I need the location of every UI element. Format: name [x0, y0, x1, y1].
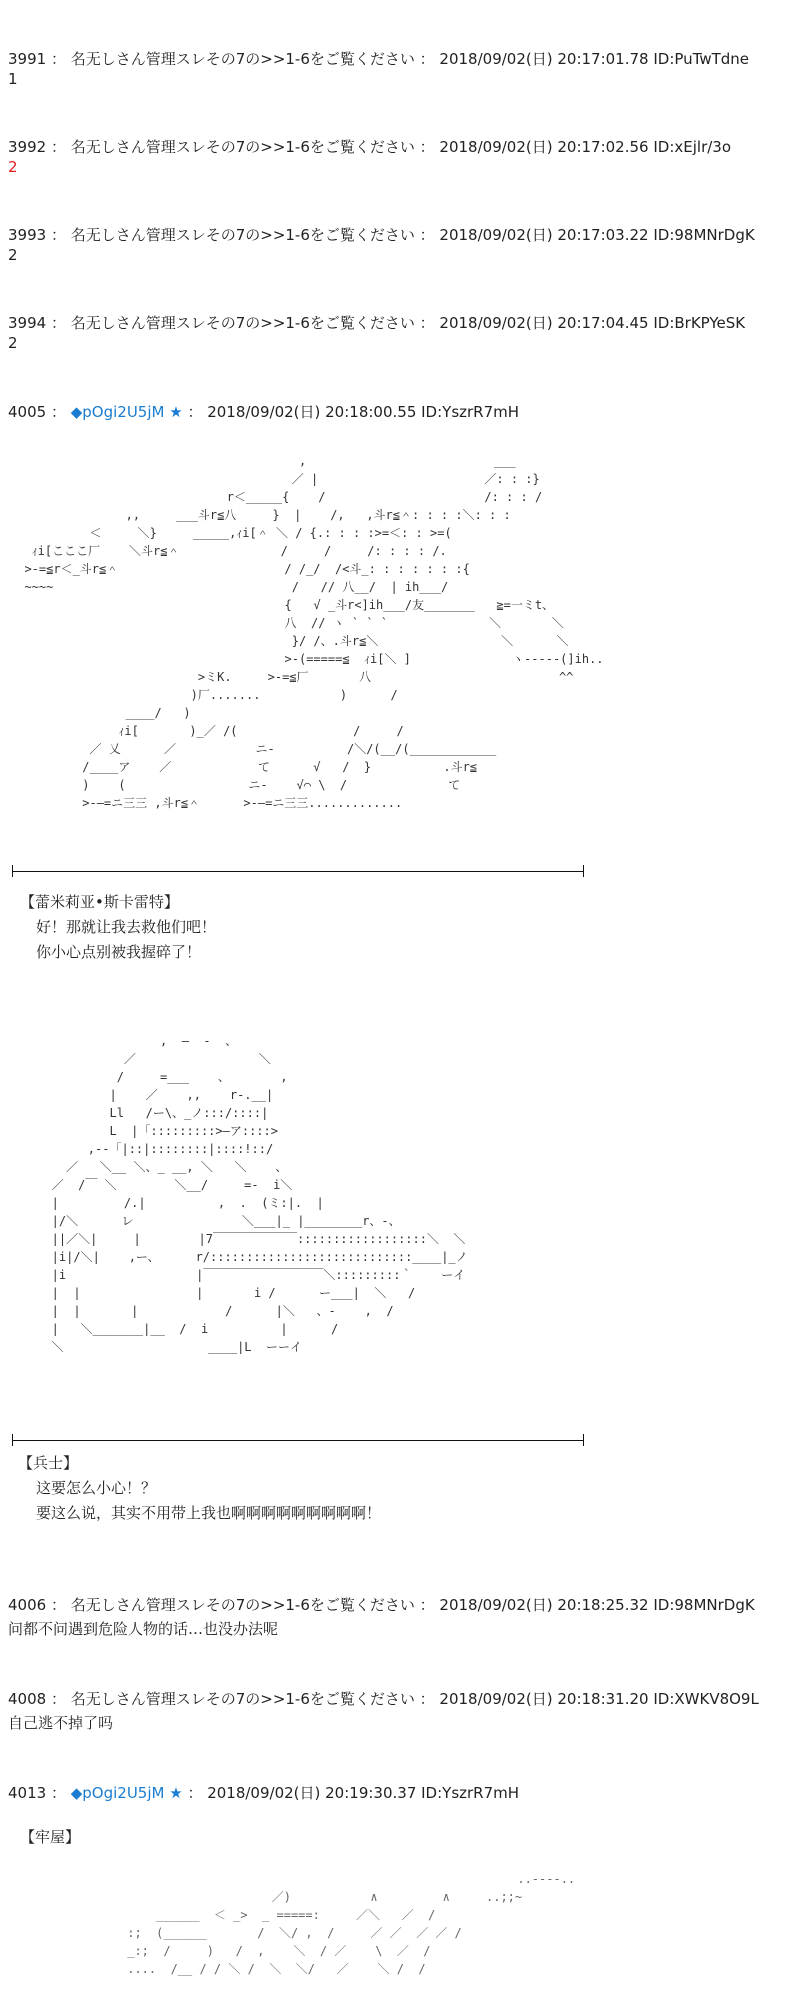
post-header [8, 401, 519, 422]
post-header: 4006 ： 名无しさん管理スレその7の>>1-6をご覧ください ： 2018/09/02(日) 20:18:25.32 ID:98MNrDgK [8, 1596, 755, 1614]
separator-line [12, 1440, 584, 1441]
post-meta: ： 2018/09/02(日) 20:19:30.37 ID:YszrR7mH [182, 1784, 520, 1802]
separator-tick [12, 1434, 13, 1446]
location-label: 【牢屋】 [20, 1828, 81, 1846]
post-body: 问都不问遇到危险人物的话…也没办法呢 [8, 1620, 279, 1638]
tripcode-link[interactable]: ◆pOgi2U5jM ★ [70, 403, 183, 421]
ascii-art-soldier: , ― - 、 ／ ＼ / =___ 、 , | ／ ,, r-.__| Ll /ー\、_ノ:::/::::| L |「:::::::::>―ア::::> ,--「|::|::::::::|::::!::/ ／ ＼__ ＼、_ __, ＼ ＼ 、 ／ /￣ ＼ ＼__/ =- i＼ | /.| , . (ミ:|. | |/＼ レ ＼___|_ |________r、-、 ||／＼| | |7￣￣￣￣￣￣￣::::::::::::::::::＼ ＼ |i|/＼| ,ー、 r/::::::::::::::::::::::::::::____|_ノ |i |￣￣￣￣￣￣￣￣￣￣＼:::::::::｀ ーイ | | | i / ー___| ＼ / | | | / |＼ 、- , / | ＼_______|__ / i | / ＼ ____|L ーーイ [51, 1034, 468, 1354]
dialogue-line: 你小心点别被我握碎了！ [36, 943, 202, 961]
separator-tick [12, 865, 13, 877]
tripcode-link[interactable]: ◆pOgi2U5jM ★ [70, 1784, 183, 1802]
post-body: 1 [8, 70, 18, 88]
speaker-label: 【兵士】 [18, 1454, 79, 1472]
dialogue-line: 好！那就让我去救他们吧！ [36, 918, 217, 936]
post-header: 3993 ： 名无しさん管理スレその7の>>1-6をご覧ください ： 2018/09/02(日) 20:17:03.22 ID:98MNrDgK [8, 226, 755, 244]
post-header [8, 1782, 519, 1803]
post-body: 自己逃不掉了吗 [8, 1714, 114, 1732]
ascii-art-remilia: , ___ ／ | ／: : :} r＜_____{ / /: : : / ,, ___斗r≦八 } | /, ,斗r≦＾: : : :＼: : : ＜ ＼} _____,ｨi[＾ ＼ / {.: : : :>=＜: : >=( ｨi[こここ厂 ＼斗r≦＾ / / /: : : : /. >-=≦r＜_斗r≦＾ / /_/ /<斗_: : : : : : :{ ~~~~ / // 八__/ | ih___/ { √ _斗r<]ih___/友_______ ≧=一ミt、 八 // ヽ ` ` ` ＼ ＼ }/ /、.斗r≦＼ ＼ ＼ >-(=====≦ ｨi[＼ ] ヽ-----(]ih.. >ミK. >-=≦厂 八 ^^ )厂....... ) / ____/ ) ｨi[ )_／ /( / / ／ 乂 ／ ニ- /＼/(__/(____________ /____ア ／ て √ / } .斗r≦ ) ( ニ- √⌒ \ / て >-―=ニ三三 ,斗r≦＾ >-―=ニ三三............. [24, 454, 604, 810]
post-body: 2 [8, 246, 18, 264]
separator-tick [583, 1434, 584, 1446]
post-meta: ： 2018/09/02(日) 20:18:00.55 ID:YszrR7mH [182, 403, 520, 421]
post-body: 2 [8, 158, 18, 176]
speaker-label: 【蕾米莉亚•斯卡雷特】 [20, 893, 179, 911]
post-header: 3991 ： 名无しさん管理スレその7の>>1-6をご覧ください ： 2018/09/02(日) 20:17:01.78 ID:PuTwTdne [8, 50, 750, 68]
dialogue-line: 这要怎么小心！？ [36, 1479, 157, 1497]
separator-line [12, 871, 584, 872]
post-header: 3994 ： 名无しさん管理スレその7の>>1-6をご覧ください ： 2018/09/02(日) 20:17:04.45 ID:BrKPYeSK [8, 314, 746, 332]
post-header: 3992 ： 名无しさん管理スレその7の>>1-6をご覧ください ： 2018/09/02(日) 20:17:02.56 ID:xEjlr/3o [8, 138, 732, 156]
separator-tick [583, 865, 584, 877]
dialogue-line: 要这么说，其实不用带上我也啊啊啊啊啊啊啊啊啊！ [36, 1504, 382, 1522]
ascii-art-prison: ..-‐‐-.. ／) ∧ ∧ ..;;~ ______ ＜ _> _ =====: ／＼ ／ / :; (______ / ＼/ , / ／ ／ ／ ／ / _:; / ) / , ＼ / ／ \ ／ / .... /__ / / ＼ / ＼ ＼/ ／ ＼ / / [127, 1872, 576, 1976]
post-header: 4008 ： 名无しさん管理スレその7の>>1-6をご覧ください ： 2018/09/02(日) 20:18:31.20 ID:XWKV8O9L [8, 1690, 759, 1708]
post-number: 4005 ： [8, 403, 71, 421]
post-body: 2 [8, 334, 18, 352]
post-number: 4013 ： [8, 1784, 71, 1802]
